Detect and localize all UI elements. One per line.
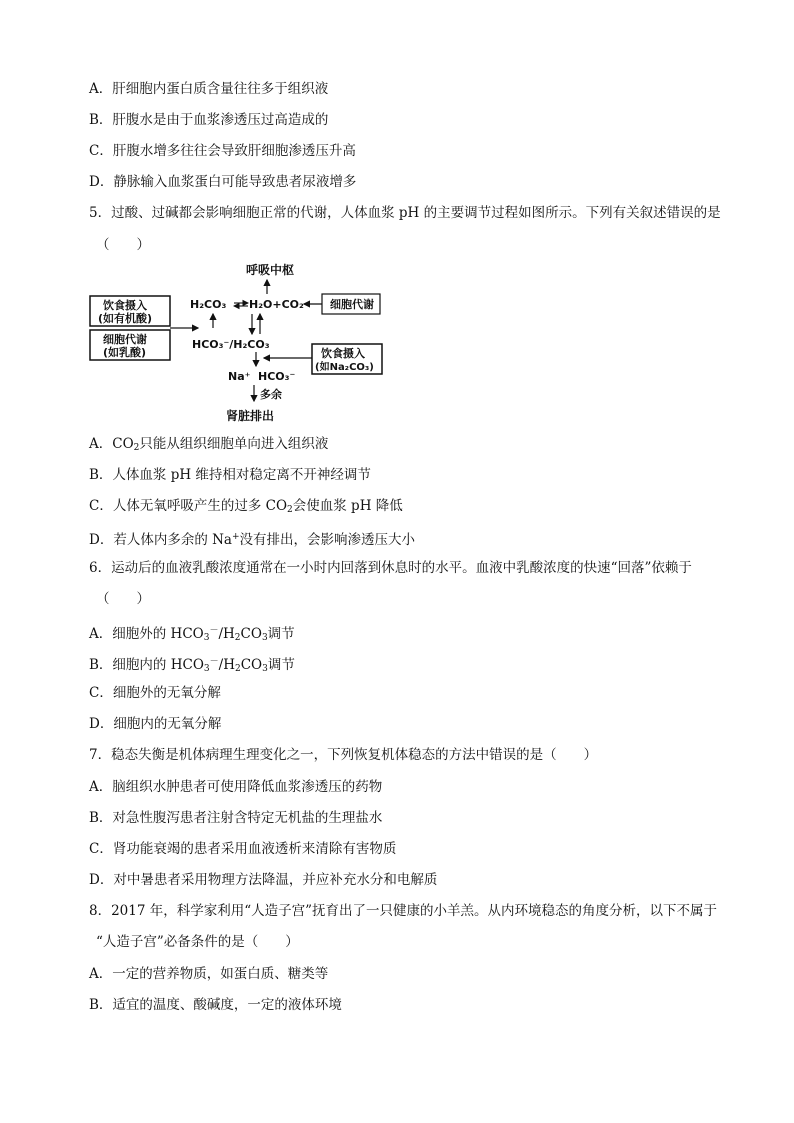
- diet-base-label-2: (如Na₂CO₃): [315, 362, 374, 373]
- diet-base-label-1: 饮食摄入: [321, 347, 365, 360]
- q6-option-c: C．细胞外的无氧分解: [89, 685, 221, 701]
- diet-acid-label-1: 饮食摄入: [103, 299, 147, 312]
- q5-option-d: D．若人体内多余的 Na+没有排出，会影响渗透压大小: [89, 532, 416, 548]
- q7-option-c: C．肾功能衰竭的患者采用血液透析来清除有害物质: [89, 841, 397, 857]
- q8-stem-continued: “人造子宫”必备条件的是（ ）: [96, 934, 299, 950]
- na-ion-label: Na⁺: [228, 370, 251, 383]
- q8-option-a: A．一定的营养物质，如蛋白质、糖类等: [89, 966, 329, 982]
- q7-stem: 7．稳态失衡是机体病理生理变化之一，下列恢复机体稳态的方法中错误的是（ ）: [89, 747, 598, 763]
- q8-option-b: B．适宜的温度、酸碱度，一定的液体环境: [89, 997, 342, 1013]
- h2co3-label: H₂CO₃: [190, 298, 227, 311]
- q7-option-a: A．脑组织水肿患者可使用降低血浆渗透压的药物: [89, 779, 383, 795]
- q5-stem: 5．过酸、过碱都会影响细胞正常的代谢，人体血浆 pH 的主要调节过程如图所示。下列有关叙述错误的是: [89, 205, 721, 221]
- cell-lactic-label-1: 细胞代谢: [103, 333, 147, 346]
- kidney-excretion-label: 肾脏排出: [226, 409, 275, 423]
- cell-metabolism-label: 细胞代谢: [330, 298, 374, 311]
- q6-paren: （ ）: [96, 591, 150, 607]
- q8-stem: 8．2017 年，科学家利用“人造子宫”抚育出了一只健康的小羊羔。从内环境稳态的角度分析，以下不属于: [89, 903, 718, 919]
- q5-option-b: B．人体血浆 pH 维持相对稳定离不开神经调节: [89, 467, 371, 483]
- q4-option-d: D．静脉输入血浆蛋白可能导致患者尿液增多: [89, 174, 357, 190]
- q4-option-b: B．肝腹水是由于血浆渗透压过高造成的: [89, 112, 329, 128]
- cell-lactic-label-2: (如乳酸): [103, 346, 147, 359]
- q7-option-d: D．对中暑患者采用物理方法降温，并应补充水分和电解质: [89, 872, 438, 888]
- excess-label: 多余: [260, 388, 282, 401]
- respiratory-center-label: 呼吸中枢: [246, 263, 295, 277]
- h2o-co2-label: H₂O+CO₂: [249, 298, 304, 311]
- q4-option-c: C．肝腹水增多往往会导致肝细胞渗透压升高: [89, 143, 356, 159]
- q6-option-a: A．细胞外的 $HCO_3^-/H_2CO_3$调节: [89, 626, 295, 643]
- q6-option-d: D．细胞内的无氧分解: [89, 716, 222, 732]
- diet-acid-label-2: (如有机酸): [98, 312, 153, 325]
- ph-regulation-diagram: [86, 258, 396, 428]
- q5-option-a: A．$CO_2$只能从组织细胞单向进入组织液: [89, 436, 329, 453]
- q5-paren: （ ）: [96, 237, 150, 253]
- q6-option-b: B．细胞内的 $HCO_3^-/H_2CO_3$调节: [89, 657, 295, 674]
- q6-stem: 6．运动后的血液乳酸浓度通常在一小时内回落到休息时的水平。血液中乳酸浓度的快速“回落”依赖于: [89, 560, 692, 576]
- buffer-label: HCO₃⁻/H₂CO₃: [192, 338, 270, 351]
- q5-option-c: C．人体无氧呼吸产生的过多 $CO_2$会使血浆 pH 降低: [89, 498, 403, 515]
- q7-option-b: B．对急性腹泻患者注射含特定无机盐的生理盐水: [89, 810, 383, 826]
- hco3-ion-label: HCO₃⁻: [258, 370, 296, 383]
- q4-option-a: A．肝细胞内蛋白质含量往往多于组织液: [89, 81, 329, 97]
